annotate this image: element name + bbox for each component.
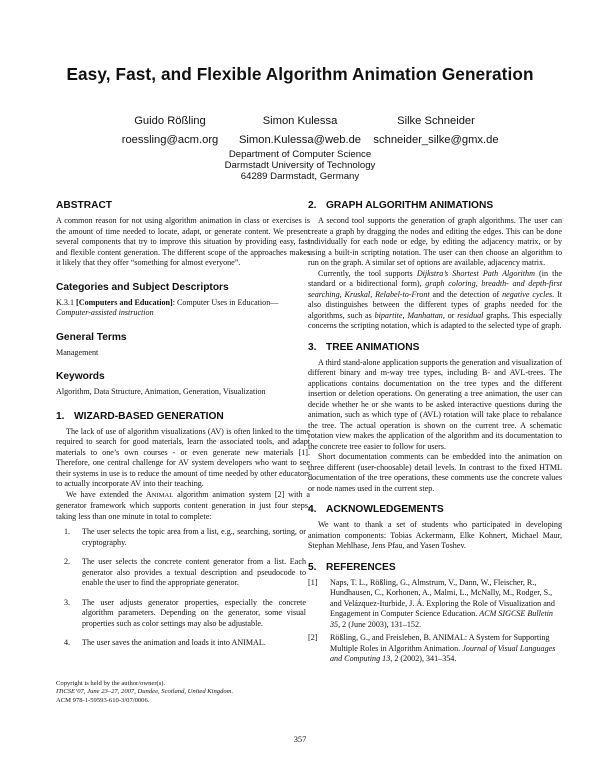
section-3-paragraph: A third stand-alone application supports the generation and visualization of different binary and m-way tree types, including B- and AVL-trees. The applications contains documentation on the tree types and the different insertion or deletion operations. On generating a tree animation, the user can decide whether he or she wants to be asked interactive questions during the animation, such as which type of (AVL) rotation will take place to rebalance the tree. The actual operation is shown on the current tree. A schematic rotation view makes the application of the algorithm and its documentation to the concrete tree easier to follow for users. [308,357,562,451]
section-2-paragraph: A second tool supports the generation of graph algorithms. The user can create a graph by dragging the nodes and editing the edges. This can be done individually for each node or edge, by editing the adjacency matrix, or by using a built-in scripting notation. The user can then choose an algorithm to run on the graph. A similar set of options are available, adjacency matrix. [308,216,562,267]
copyright-line: ACM 978-1-59593-610-3/07/0006. [56,696,150,704]
general-terms-heading: General Terms [56,331,127,343]
copyright-notice [56,680,310,705]
keywords-heading: Keywords [56,371,105,382]
section-1-paragraph: We have extended the ANIMAL algorithm animation system [2] with a generator framework which supports content generation in just four steps, taking less than one minute in total to complete: [56,489,310,521]
paper-title: Easy, Fast, and Flexible Algorithm Animation Generation [66,64,534,84]
affiliation-line: 64289 Darmstadt, Germany [240,171,360,183]
section-1-paragraph: The lack of use of algorithm visualizations (AV) is often linked to the time required to search for good materials, learn the associated tools, and adapt materials to one’s own courses - or even generate new materials [1]. Therefore, one central challenge for AV system developers who want to see their systems in use is to reduce the amount of time needed by other educators to actually incorporate AV into their teaching. [56,426,310,488]
affiliation-line: Department of Computer Science [228,149,372,160]
left-column [56,200,310,658]
abstract-heading: ABSTRACT [56,200,113,211]
section-3-paragraph: Short documentation comments can be embedded into the animation on three different (user-choosable) detail levels. In contrast to the fixed HTML documentation of the tree operations, these comments use the concrete values or node names used in the current step. [308,452,562,493]
copyright-line: Copyright is held by the author/owner(s). [56,680,166,687]
keywords-text: Algorithm, Data Structure, Animation, Generation, Visualization [56,387,266,396]
author-email: Simon.Kulessa@web.de [238,134,362,146]
section-2-heading: 2. GRAPH ALGORITHM ANIMATIONS [308,200,494,211]
author-name: Silke Schneider [397,115,475,127]
copyright-line: ITiCSE’07, June 23–27, 2007, Dundee, Scotland, United Kingdom. [56,688,234,696]
reference-item: [2] Rößling, G., and Freisleben, B. ANIMAL: A System for Supporting Multiple Roles in Algorithm Animation. Journal of Visual Languages and Computing 13, 2 (2002), 341–354. [308,633,556,663]
list-item: 4. The user saves the animation and loads it into ANIMAL. [64,638,266,647]
abstract-text: A common reason for not using algorithm animation in class or exercises is the amount of time needed to locate, adapt, or generate content. We present several components that try to improve this situation by providing easy, fast and flexible content generation. The different scope of the approaches makes it likely that they offer “something for almost everyone”. [56,216,310,267]
references-list [308,578,562,665]
list-item: 3. The user adjusts generator properties, especially the concrete algorithm parameters. Depending on the generator, some visual properties such as color settings may also be adjustable. [64,597,306,628]
section-5-heading: 5. REFERENCES [308,561,396,573]
author-email: roessling@acm.org [121,134,219,146]
reference-item: [1] Naps, T. L., Rößling, G., Almstrum, V., Dann, W., Fleischer, R., Hundhausen, C., Korhonen, A., Malmi, L., McNally, M., Rodger, S., and Velázquez-Iturbide, J. Á. Exploring the Role of Visualization and Engagement in Computer Science Education. ACM SIGCSE Bulletin 35, 2 (June 2003), 131–152. [308,577,555,629]
list-item: 1. The user selects the topic area from a list, e.g., searching, sorting, or cryptography. [64,527,306,547]
section-1-heading: 1. WIZARD-BASED GENERATION [56,410,224,422]
author-name: Simon Kulessa [262,115,338,127]
list-item: 2. The user selects the concrete content generator from a list. Each generator also provides a textual description and pseudocode to enable the user to find the appropriate generator. [64,557,306,587]
categories-heading: Categories and Subject Descriptors [56,281,229,293]
author-block [350,112,522,150]
section-3-heading: 3. TREE ANIMATIONS [308,341,420,353]
affiliation-line: Darmstadt University of Technology [224,160,376,172]
author-email: schneider_silke@gmx.de [373,134,499,146]
page-number: 357 [293,735,307,744]
right-column [308,200,562,668]
categories-text: K.3.1 [Computers and Education]: Computer Uses in Education—Computer-assisted instruction [56,297,279,317]
affiliation [200,149,400,183]
section-4-paragraph: We want to thank a set of students who participated in developing animation components: Tobias Ackermann, Elke Kohnert, Michael Maur, Stephan Mehlhase, Jens Pfau, and Yasen Toshev. [308,520,562,550]
steps-list [56,527,310,649]
author-name: Guido Rößling [134,115,206,127]
general-terms-text: Management [56,347,99,357]
section-4-heading: 4. ACKNOWLEDGEMENTS [308,504,444,515]
section-2-paragraph: Currently, the tool supports Dijkstra’s Shortest Path Algorithm (in the standard or a bidirectional form), graph coloring, breadth- and depth-first searching, Kruskal, Relabel-to-Front and the detection of negative cycles. It also distinguishes between the different types of graphs needed for the algorithms, such as bipartite, Manhattan, or residual graphs. This especially concerns the scripting notation, which is adapted to the selected type of graph. [308,268,563,330]
